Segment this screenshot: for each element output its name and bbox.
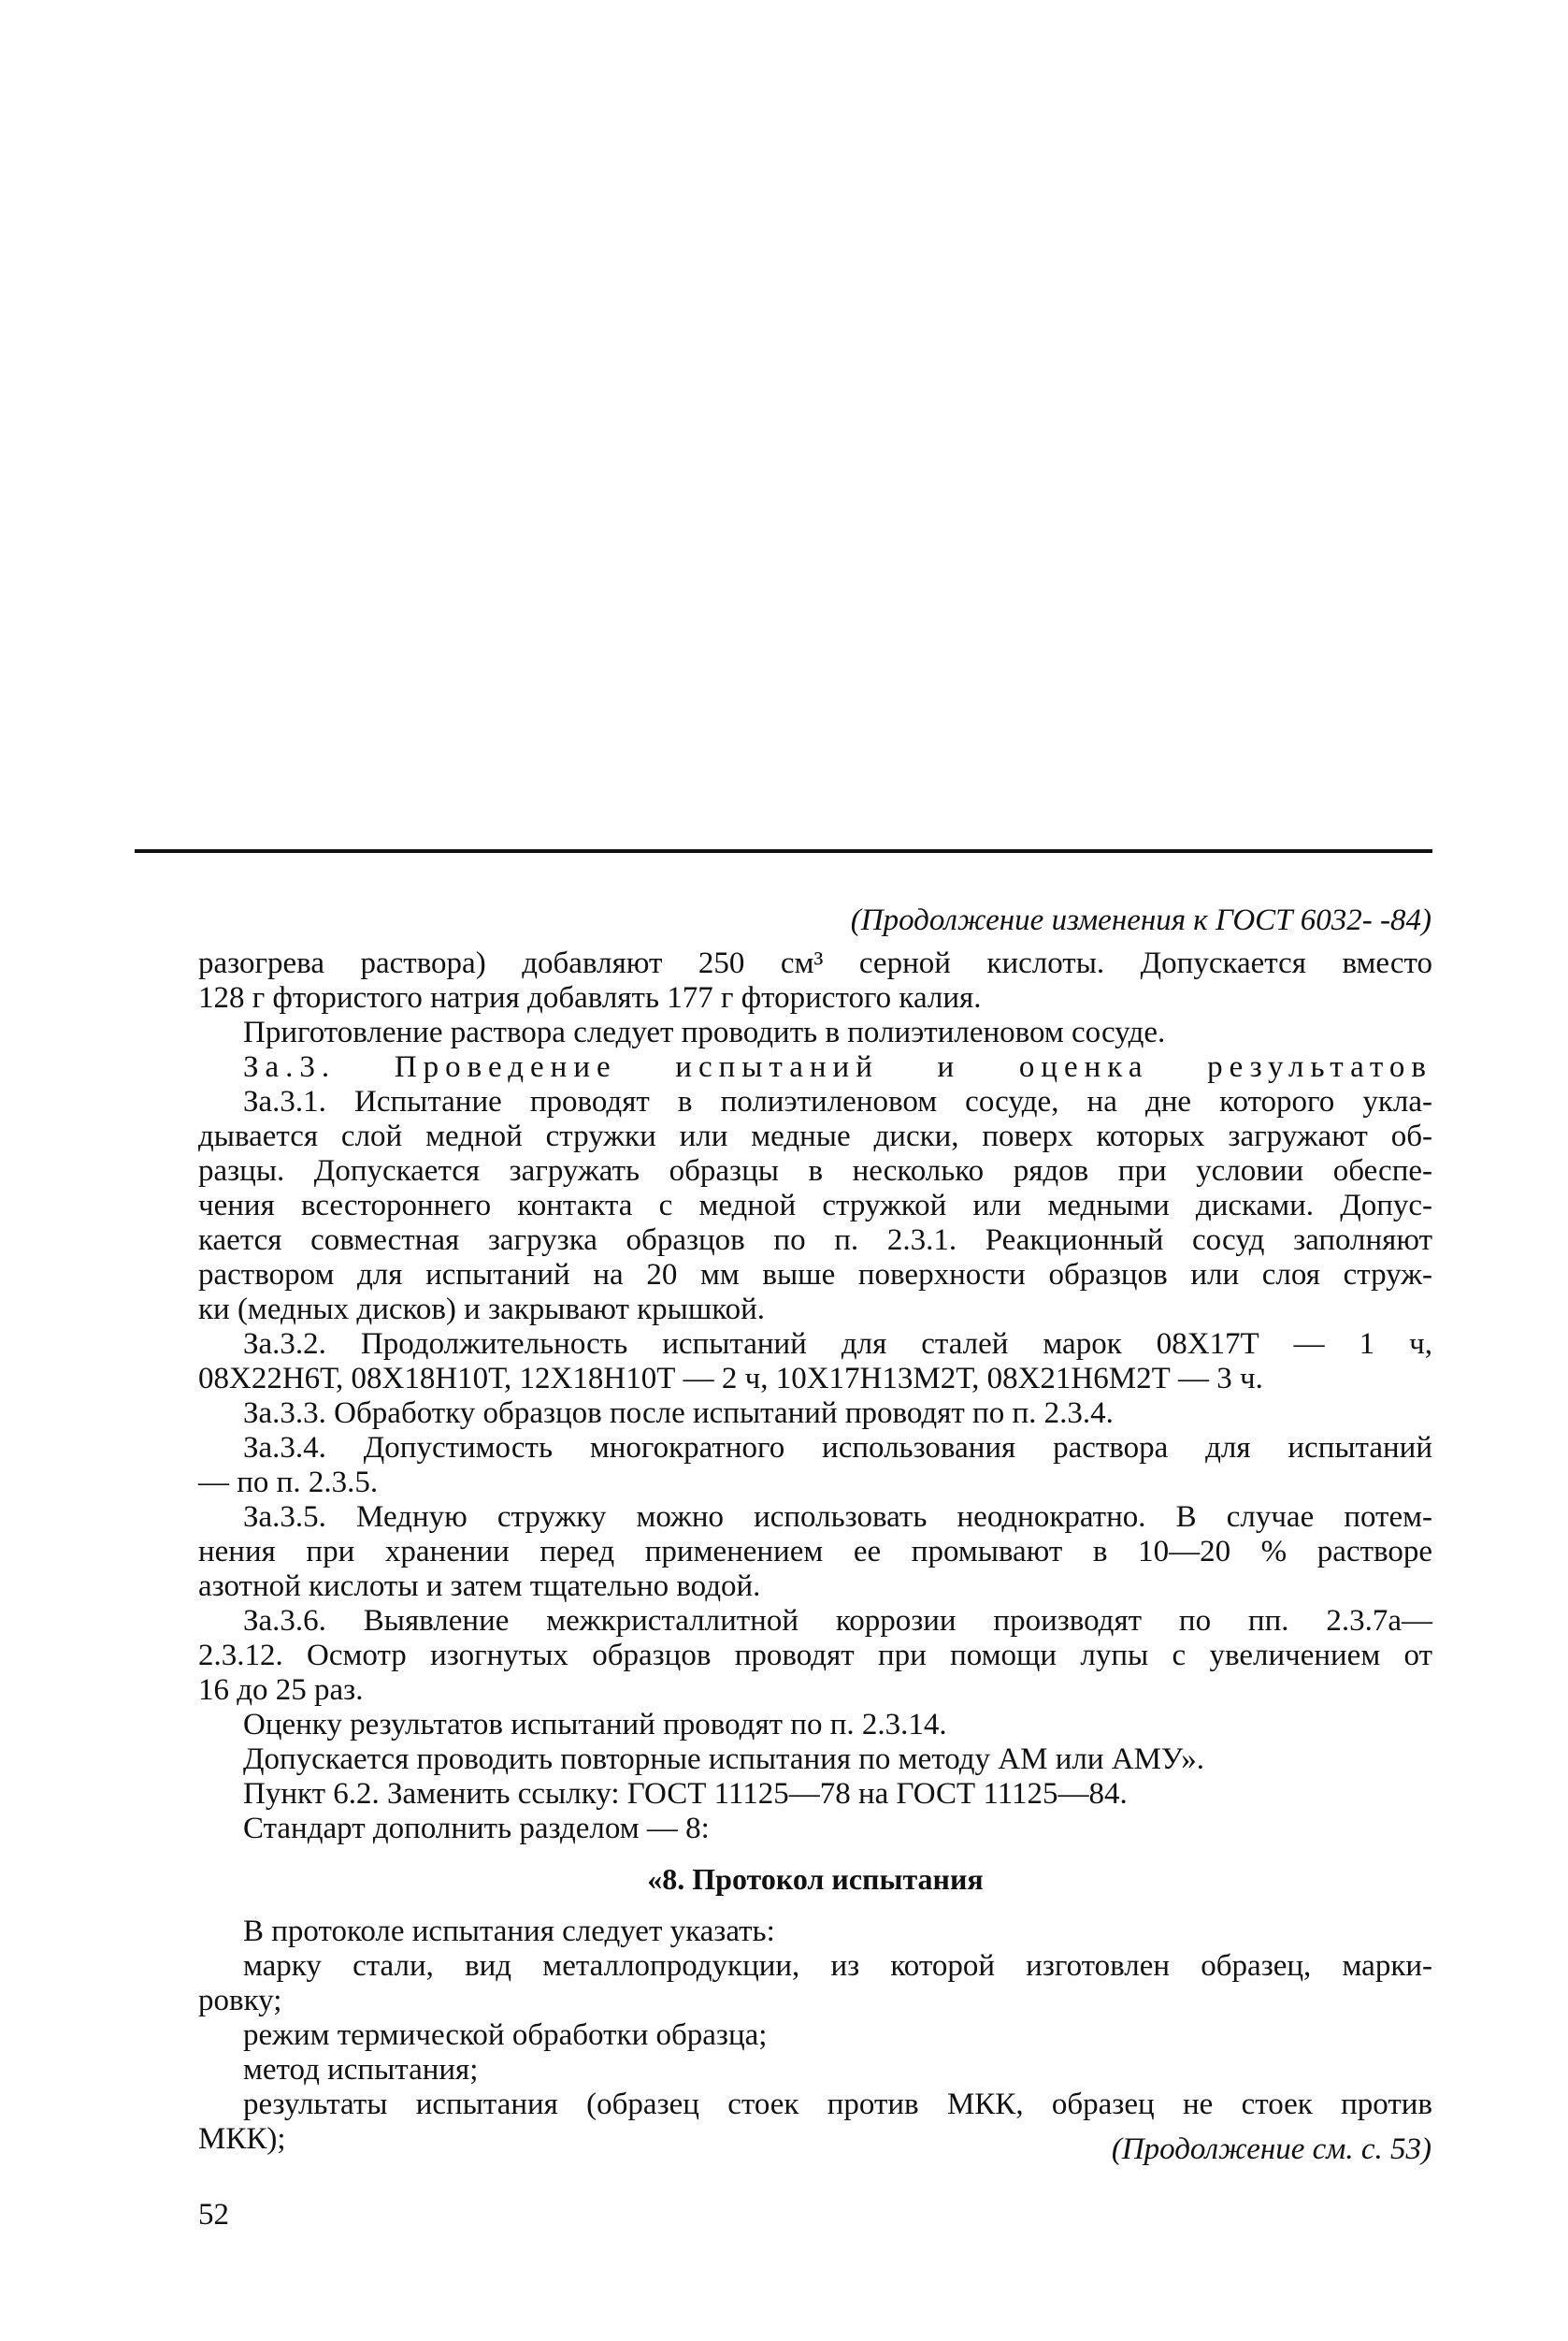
text-line: 2.3.12. Осмотр изогнутых образцов проводят при помощи лупы с увеличением от <box>198 1639 1432 1672</box>
text-line: метод испытания; <box>243 2053 479 2087</box>
text-line: МКК); <box>198 2122 286 2156</box>
text-line: — по п. 2.3.5. <box>198 1466 379 1499</box>
text-line: Пункт 6.2. Заменить ссылку: ГОСТ 11125—78 на ГОСТ 11125—84. <box>243 1777 1128 1811</box>
continuation-note: (Продолжение см. с. 53) <box>1111 2132 1431 2166</box>
text-line: разогрева раствора) добавляют 250 см³ серной кислоты. Допускается вместо <box>198 947 1432 980</box>
text-line: 08Х22Н6Т, 08Х18Н10Т, 12Х18Н10Т — 2 ч, 10Х17Н13М2Т, 08Х21Н6М2Т — 3 ч. <box>198 1362 1263 1395</box>
text-line: режим термической обработки образца; <box>243 2018 768 2052</box>
text-line: раствором для испытаний на 20 мм выше поверхности образцов или слоя струж- <box>198 1258 1432 1292</box>
text-line: За.3.5. Медную стружку можно использовать неоднократно. В случае потем- <box>243 1500 1432 1534</box>
text-line: За.3.4. Допустимость многократного использования раствора для испытаний <box>243 1431 1432 1465</box>
text-line: За.3.6. Выявление межкристаллитной коррозии производят по пп. 2.3.7а— <box>243 1604 1432 1638</box>
text-line: ровку; <box>198 1984 282 2017</box>
text-line: За.3. Проведение испытаний и оценка результатов <box>243 1050 1432 1084</box>
text-line: нения при хранении перед применением ее промывают в 10—20 % растворе <box>198 1535 1432 1568</box>
text-line: Стандарт дополнить разделом — 8: <box>243 1812 710 1845</box>
top-rule <box>135 849 1432 853</box>
text-line: разцы. Допускается загружать образцы в несколько рядов при условии обеспе- <box>198 1154 1432 1188</box>
text-line: В протоколе испытания следует указать: <box>243 1915 775 1948</box>
text-line: За.3.1. Испытание проводят в полиэтиленовом сосуде, на дне которого укла- <box>243 1085 1432 1119</box>
text-line: За.3.3. Обработку образцов после испытаний проводят по п. 2.3.4. <box>243 1396 1114 1430</box>
running-head: (Продолжение изменения к ГОСТ 6032- -84) <box>850 903 1431 937</box>
section-heading: «8. Протокол испытания <box>647 1862 984 1896</box>
text-line: дывается слой медной стружки или медные диски, поверх которых загружают об- <box>198 1120 1432 1153</box>
text-line: марку стали, вид металлопродукции, из которой изготовлен образец, марки- <box>243 1949 1432 1983</box>
text-line: Допускается проводить повторные испытания по методу АМ или АМУ». <box>243 1742 1204 1776</box>
text-line: азотной кислоты и затем тщательно водой. <box>198 1569 761 1603</box>
text-line: чения всестороннего контакта с медной стружкой или медными дисками. Допус- <box>198 1189 1432 1222</box>
text-line: 128 г фтористого натрия добавлять 177 г фтористого калия. <box>198 981 982 1015</box>
text-line: Оценку результатов испытаний проводят по п. 2.3.14. <box>243 1708 947 1741</box>
text-line: кается совместная загрузка образцов по п. 2.3.1. Реакционный сосуд заполняют <box>198 1223 1432 1257</box>
page-number: 52 <box>198 2198 229 2232</box>
text-line: За.3.2. Продолжительность испытаний для сталей марок 08Х17Т — 1 ч, <box>243 1327 1432 1361</box>
body-text <box>198 947 1432 2157</box>
text-line: ки (медных дисков) и закрывают крышкой. <box>198 1293 766 1326</box>
text-line: 16 до 25 раз. <box>198 1673 364 1707</box>
text-line: Приготовление раствора следует проводить в полиэтиленовом сосуде. <box>243 1016 1166 1049</box>
text-line: результаты испытания (образец стоек против МКК, образец не стоек против <box>243 2088 1432 2121</box>
